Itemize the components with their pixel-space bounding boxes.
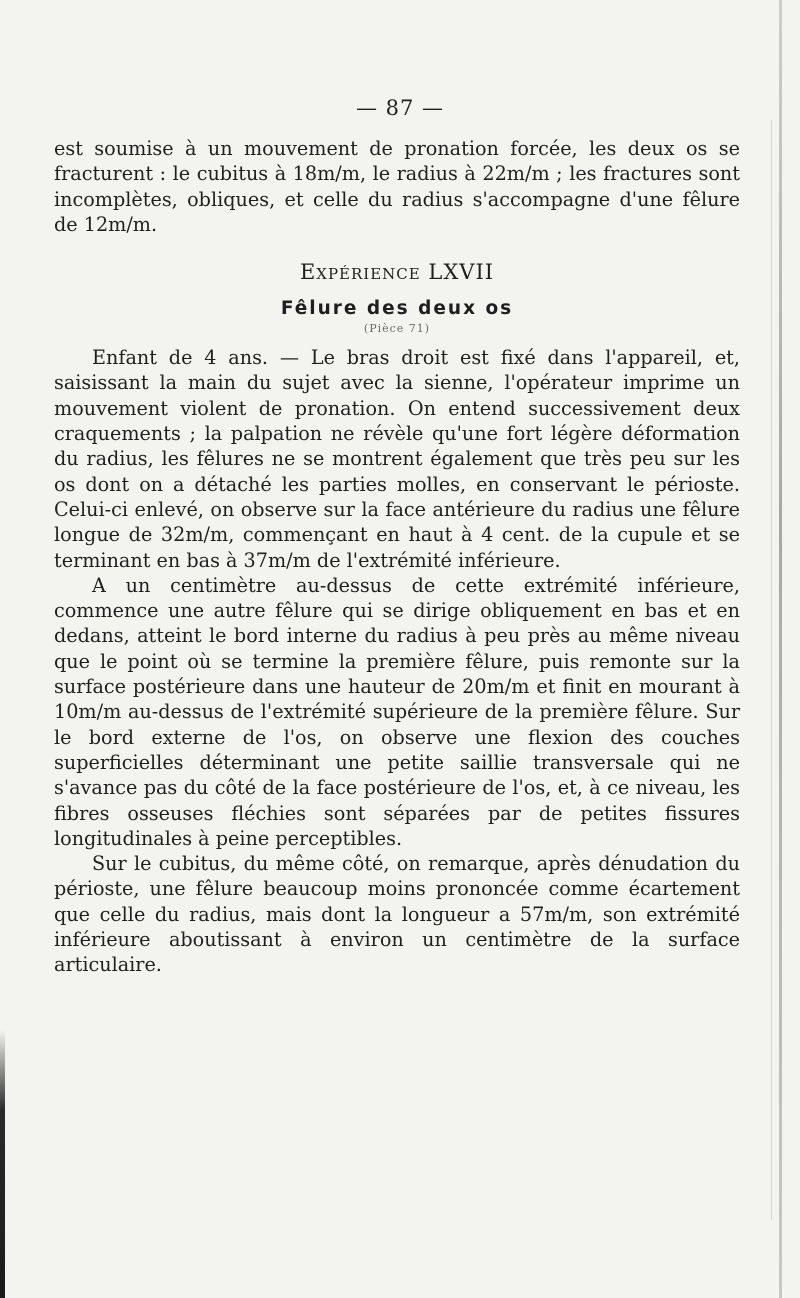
experiment-title: Expérience LXVII [299, 260, 495, 285]
intro-block [54, 136, 740, 237]
page-number: — 87 — [355, 96, 445, 120]
binding-shadow [0, 1030, 5, 1298]
piece-reference: (Pièce 71) [363, 322, 431, 336]
page-edge-line [771, 120, 772, 1220]
page-edge-right [779, 0, 782, 1298]
paragraph-2: A un centimètre au-dessus de cette extrémité inférieure, commence une autre fêlure qui se dirige obliquement en bas et en dedans, atteint le bord interne du radius à peu près au même niveau que le point où se termine la première fêlure, puis remonte sur la surface postérieure dans une hauteur de 20m/m et finit en mourant à 10m/m au-dessus de l'extrémité supérieure de la première fêlure. Sur le bord externe de l'os, on observe une flexion des couches superficielles déterminant une petite saillie transversale qui ne s'avance pas du côté de la face postérieure de l'os, et, à ce niveau, les fibres osseuses fléchies sont séparées par de petites fissures longitudinales à peine perceptibles. [54, 573, 740, 850]
paragraph-3: Sur le cubitus, du même côté, on remarque, après dénudation du périoste, une fêlure beaucoup moins prononcée comme écartement que celle du radius, mais dont la longueur a 57m/m, son extrémité inférieure aboutissant à environ un centimètre de la surface articulaire. [54, 852, 740, 977]
experiment-body [54, 345, 740, 977]
page-body [54, 112, 740, 978]
paragraph-1: Enfant de 4 ans. — Le bras droit est fixé dans l'appareil, et, saisissant la main du sujet avec la sienne, l'opérateur imprime un mouvement violent de pronation. On entend successivement deux craquements ; la palpation ne révèle qu'une fort légère déformation du radius, les fêlures ne se montrent également que très peu sur les os dont on a détaché les parties molles, en conservant le périoste. Celui-ci enlevé, on observe sur la face antérieure du radius une fêlure longue de 32m/m, commençant en haut à 4 cent. de la cupule et se terminant en bas à 37m/m de l'extrémité inférieure. [54, 346, 740, 572]
intro-paragraph: est soumise à un mouvement de pronation forcée, les deux os se fracturent : le cubitus à 18m/m, le radius à 22m/m ; les fractures sont incomplètes, obliques, et celle du radius s'accompagne d'une fêlure de 12m/m. [54, 137, 740, 236]
experiment-subtitle: Fêlure des deux os [280, 298, 514, 320]
